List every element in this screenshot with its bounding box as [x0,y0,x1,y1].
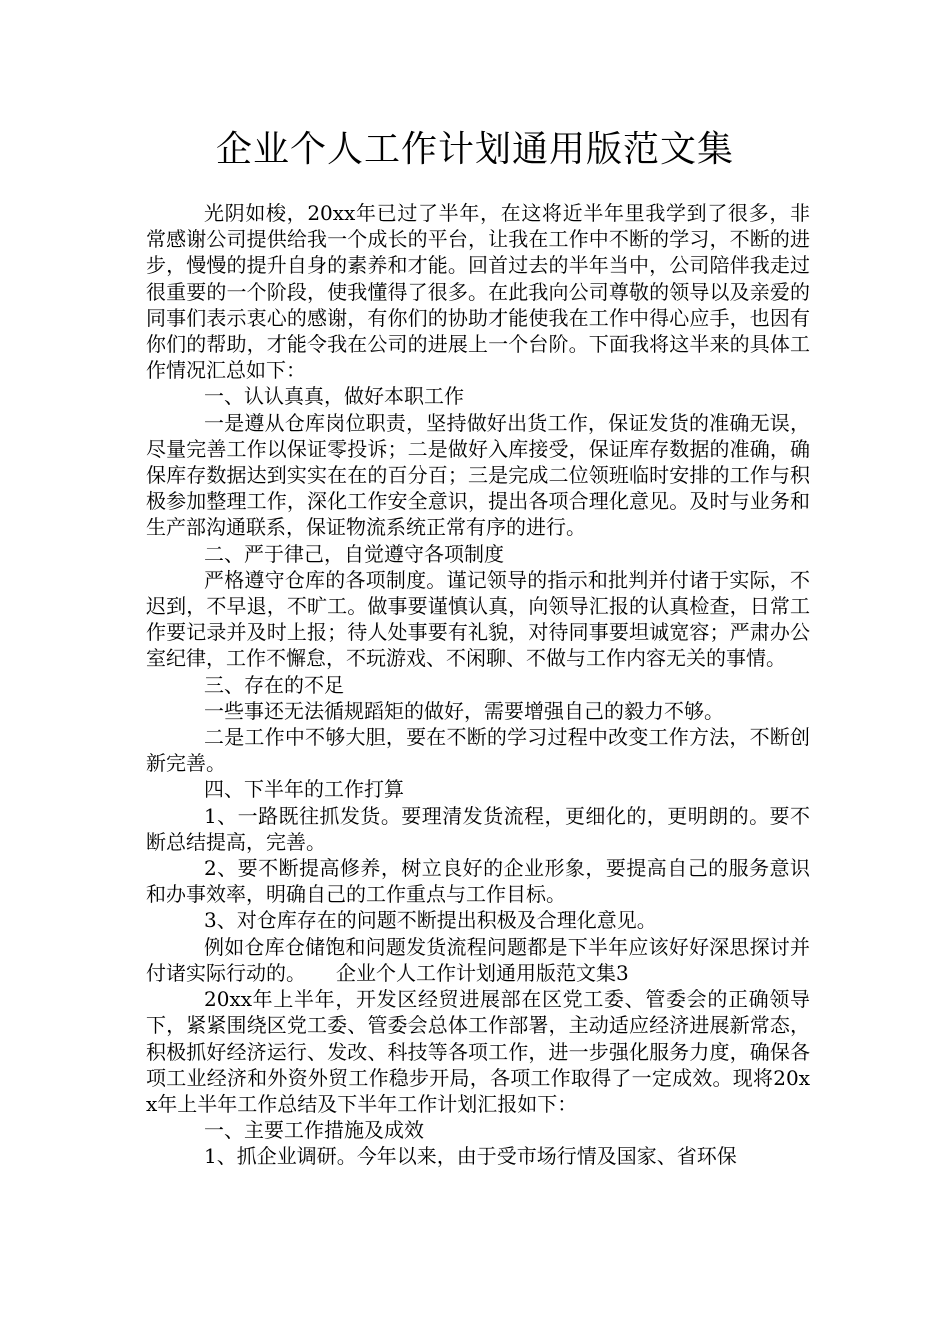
section-heading-measures: 一、主要工作措施及成效 [204,1118,424,1143]
paragraph-shortcoming-1: 一些事还无法循规蹈矩的做好，需要增强自己的毅力不够。 [204,698,724,723]
paragraph-rules: 严格遵守仓库的各项制度。谨记领导的指示和批判并付诸于实际，不迟到，不早退，不旷工。做事要谨慎认真，向领导汇报的认真检查，日常工作要记录并及时上报；待人处事要有礼貌，对待同事要坦诚宽容；严肃办公室纪律，工作不懈怠，不玩游戏、不闲聊、不做与工作内容无关的事情。 [146,567,810,671]
document-body [146,200,810,1170]
document-title: 企业个人工作计划通用版范文集 [215,129,734,170]
paragraph-plan-1: 1、一路既往抓发货。要理清发货流程，更细化的，更明朗的。要不断总结提高，完善。 [146,803,810,854]
section-heading-2: 二、严于律己，自觉遵守各项制度 [204,541,504,566]
paragraph-plan-2: 2、要不断提高修养，树立良好的企业形象，要提高自己的服务意识和办事效率，明确自己的工作重点与工作目标。 [146,856,810,907]
paragraph-intro: 光阴如梭，20xx年已过了半年，在这将近半年里我学到了很多，非常感谢公司提供给我一个成长的平台，让我在工作中不断的学习，不断的进步，慢慢的提升自身的素养和才能。回首过去的半年当中，公司陪伴我走过很重要的一个阶段，使我懂得了很多。在此我向公司尊敬的领导以及亲爱的同事们表示衷心的感谢，有你们的协助才能使我在工作中得心应手，也因有你们的帮助，才能令我在公司的进展上一个台阶。下面我将这半来的具体工作情况汇总如下： [146,201,810,383]
section-heading-3: 三、存在的不足 [204,672,344,697]
paragraph-research: 1、抓企业调研。今年以来，由于受市场行情及国家、省环保 [204,1144,737,1169]
paragraph-duties: 一是遵从仓库岗位职责，坚持做好出货工作，保证发货的准确无误，尽量完善工作以保证零投诉；二是做好入库接受，保证库存数据的准确，确保库存数据达到实实在在的百分百；三是完成二位领班临时安排的工作与积极参加整理工作，深化工作安全意识，提出各项合理化意见。及时与业务和生产部沟通联系，保证物流系统正常有序的进行。 [146,410,810,540]
section-heading-1: 一、认认真真，做好本职工作 [204,384,464,409]
paragraph-plan-3: 3、对仓库存在的问题不断提出积极及合理化意见。 [204,908,657,933]
section-heading-4: 四、下半年的工作打算 [204,777,404,802]
paragraph-example: 例如仓库仓储饱和问题发货流程问题都是下半年应该好好深思探讨并付诸实际行动的。 企业个人工作计划通用版范文集3 [146,934,810,985]
paragraph-report-intro: 20xx年上半年，开发区经贸进展部在区党工委、管委会的正确领导下，紧紧围绕区党工委、管委会总体工作部署，主动适应经济进展新常态，积极抓好经济运行、发改、科技等各项工作，进一步强化服务力度，确保各项工业经济和外资外贸工作稳步开局，各项工作取得了一定成效。现将20xx年上半年工作总结及下半年工作计划汇报如下： [146,987,810,1116]
paragraph-shortcoming-2: 二是工作中不够大胆，要在不断的学习过程中改变工作方法，不断创新完善。 [146,725,810,776]
